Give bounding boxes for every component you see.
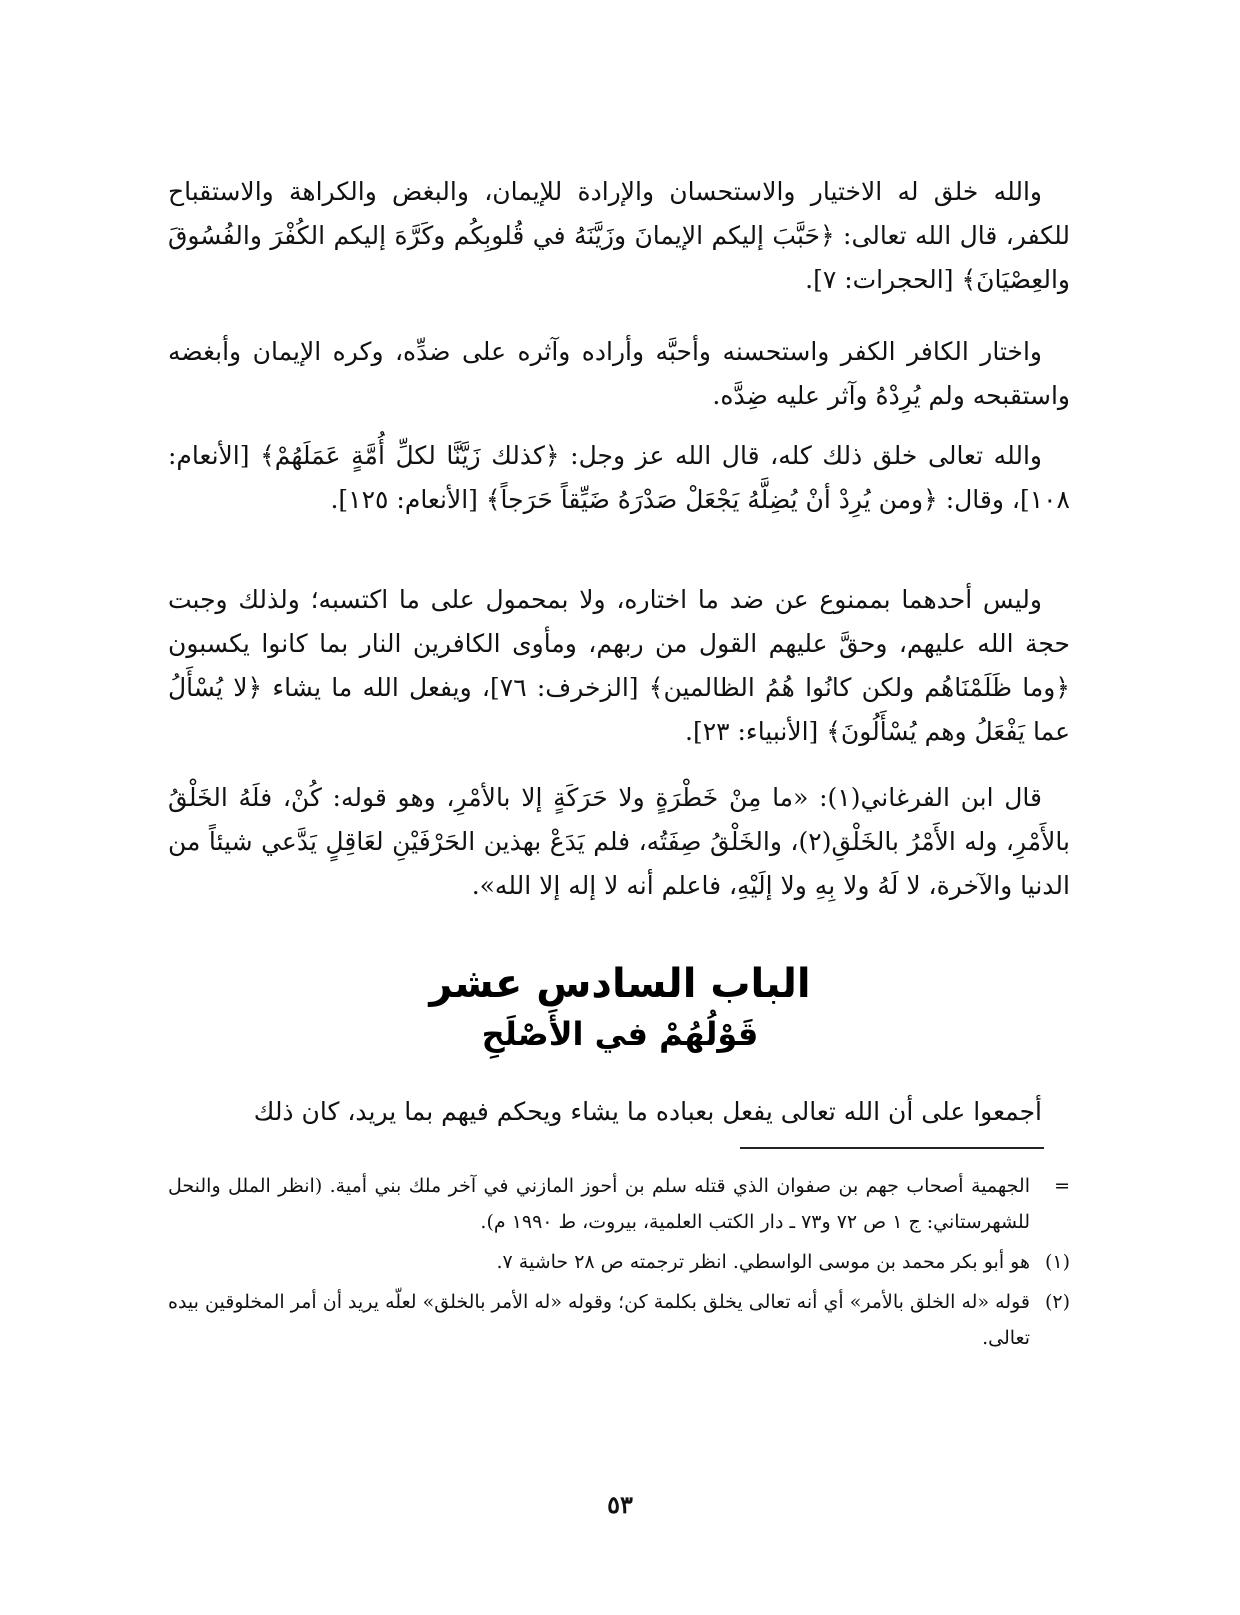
paragraph-1 (168, 170, 1070, 302)
footnote-divider (740, 1147, 1044, 1149)
paragraph-2 (168, 330, 1070, 418)
footnote-marker: = (1054, 1175, 1070, 1197)
footnote-text: هو أبو بكر محمد بن موسى الواسطي. انظر ترجمته ص ٢٨ حاشية ٧. (496, 1251, 1030, 1273)
footnote-continued (168, 1168, 1070, 1240)
footnote-marker: (١) (1044, 1251, 1070, 1273)
chapter-subtitle: قَوْلُهُمْ في الأَصْلَحِ (481, 1015, 759, 1053)
paragraph-text: قال ابن الفرغاني(١): «ما مِنْ خَطْرَةٍ ولا حَرَكَةٍ إلا بالأمْرِ، وهو قوله: كُنْ، فلَهُ الخَلْقُ بالأَمْرِ، وله الأَمْرُ بالخَلْقِ(٢)، والخَلْقُ صِفَتُه، فلم يَدَعْ بهذين الحَرْفَيْنِ لعَاقِلٍ يَدَّعي شيئاً من الدنيا والآخرة، لا لَهُ ولا بِهِ ولا إلَيْهِ، فاعلم أنه لا إله إلا الله». (168, 783, 1070, 900)
page-number: ٥٣ (607, 1490, 633, 1519)
paragraph-text: وليس أحدهما بممنوع عن ضد ما اختاره، ولا بمحمول على ما اكتسبه؛ ولذلك وجبت حجة الله عليهم، وحقَّ عليهم القول من ربهم، ومأوى الكافرين النار بما كانوا يكسبون ﴿وما ظَلَمْنَاهُم ولكن كانُوا هُمُ الظالمين﴾ [الزخرف: ٧٦]، ويفعل الله ما يشاء ﴿لا يُسْأَلُ عما يَفْعَلُ وهم يُسْأَلُونَ﴾ [الأنبياء: ٢٣]. (168, 585, 1070, 746)
chapter-title: الباب السادس عشر (429, 961, 811, 1007)
footnote-marker: (٢) (1044, 1291, 1070, 1313)
paragraph-3 (168, 434, 1070, 522)
paragraph-6 (168, 1090, 1070, 1134)
footnote-text: الجهمية أصحاب جهم بن صفوان الذي قتله سلم بن أحوز المازني في آخر ملك بني أمية. (انظر الملل والنحل للشهرستاني: ج ١ ص ٧٢ و٧٣ ـ دار الكتب العلمية، بيروت، ط ١٩٩٠ م). (168, 1175, 1030, 1233)
paragraph-text: والله تعالى خلق ذلك كله، قال الله عز وجل: ﴿كذلك زَيَّنَّا لكلِّ أُمَّةٍ عَمَلَهُمْ﴾ [الأنعام: ١٠٨]، وقال: ﴿ومن يُرِدْ أنْ يُضِلَّهُ يَجْعَلْ صَدْرَهُ ضَيِّقاً حَرَجاً﴾ [الأنعام: ١٢٥]. (168, 441, 1070, 514)
footnote-2 (168, 1284, 1070, 1356)
paragraph-text: واختار الكافر الكفر واستحسنه وأحبَّه وأراده وآثره على ضدِّه، وكره الإيمان وأبغضه واستقبحه ولم يُرِدْهُ وآثر عليه ضِدَّه. (168, 337, 1070, 410)
paragraph-5 (168, 776, 1070, 908)
footnote-text: قوله «له الخلق بالأمر» أي أنه تعالى يخلق بكلمة كن؛ وقوله «له الأمر بالخلق» لعلّه يريد أن أمر المخلوقين بيده تعالى. (168, 1291, 1030, 1349)
paragraph-text: أجمعوا على أن الله تعالى يفعل بعباده ما يشاء ويحكم فيهم بما يريد، كان ذلك (253, 1097, 1042, 1126)
footnotes (168, 1168, 1070, 1360)
paragraph-text: والله خلق له الاختيار والاستحسان والإرادة للإيمان، والبغض والكراهة والاستقباح للكفر، قال الله تعالى: ﴿حَبَّبَ إليكم الإيمانَ وزَيَّنَهُ في قُلوبِكُم وكَرَّهَ إليكم الكُفْرَ والفُسُوقَ والعِصْيَانَ﴾ [الحجرات: ٧]. (168, 177, 1070, 294)
paragraph-4 (168, 578, 1070, 754)
footnote-1 (168, 1244, 1070, 1280)
